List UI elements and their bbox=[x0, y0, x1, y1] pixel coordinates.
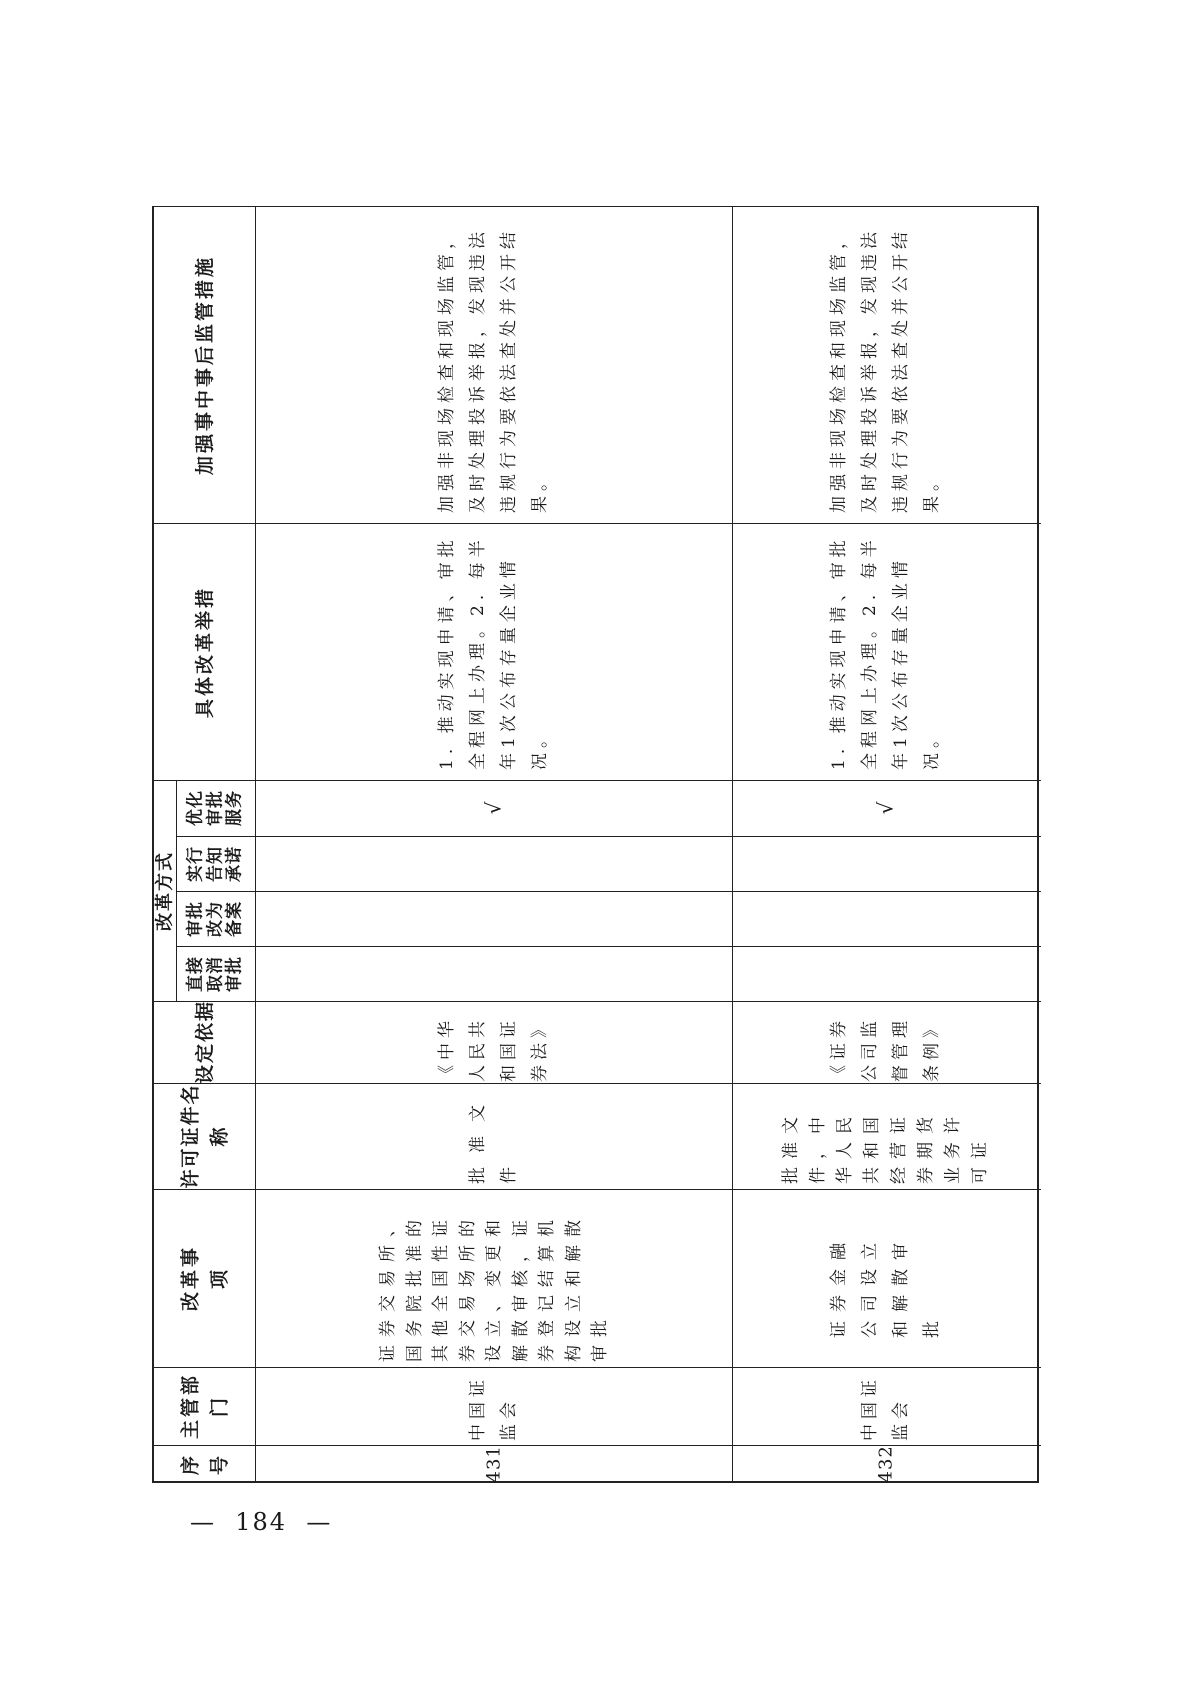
reform-table bbox=[152, 206, 1039, 1483]
row-431-license: 批准文件 bbox=[467, 1091, 519, 1184]
row-431-mode-notify bbox=[255, 836, 732, 891]
check-mark-icon: √ bbox=[873, 801, 898, 815]
header-mode-cancel: 直接取消审批 bbox=[185, 955, 245, 992]
header-item: 改革事项 bbox=[179, 1244, 230, 1311]
check-mark-icon: √ bbox=[481, 801, 506, 815]
row-432-license: 批准文件，中华人民共和国经营证券期货业务许可证 bbox=[780, 1109, 990, 1184]
row-431-supervision: 加强非现场检查和现场监管，及时处理投诉举报，发现违法违规行为要依法查处并公开结果。 bbox=[436, 227, 550, 513]
header-mode-notify: 实行告知承诺 bbox=[185, 845, 245, 882]
page-number: — 184 — bbox=[190, 1508, 333, 1536]
header-mode-filing: 审批改为备案 bbox=[185, 900, 245, 937]
row-432-basis: 《证券公司监督管理条例》 bbox=[828, 1016, 942, 1082]
header-measures: 具体改革举措 bbox=[193, 585, 216, 718]
row-432-seq: 432 bbox=[875, 1444, 896, 1482]
row-431-item: 证券交易所、国务院批准的其他全国性证券交易场所的设立、变更和解散审核，证券登记结算机构设立和解散审批 bbox=[377, 1212, 610, 1362]
header-license: 许可证件名称 bbox=[179, 1083, 230, 1189]
row-432-dept: 中国证监会 bbox=[859, 1375, 911, 1441]
header-basis: 设定依据 bbox=[193, 1000, 216, 1085]
row-431-basis: 《中华人民共和国证券法》 bbox=[436, 1016, 550, 1082]
header-seq: 序号 bbox=[179, 1452, 230, 1475]
row-431-seq: 431 bbox=[483, 1444, 504, 1482]
row-432-mode-filing bbox=[732, 891, 1039, 946]
row-431-mode-filing bbox=[255, 891, 732, 946]
row-432-mode-cancel bbox=[732, 946, 1039, 1001]
row-432-measures: 1. 推动实现申请、审批全程网上办理。2. 每半年1次公布存量企业情况。 bbox=[828, 534, 942, 770]
row-432-mode-optimize bbox=[732, 780, 1039, 836]
row-432-item: 证券金融公司设立和解散审批 bbox=[828, 1234, 942, 1338]
row-431-mode-cancel bbox=[255, 946, 732, 1001]
page-number-value: 184 bbox=[235, 1508, 288, 1536]
row-432-supervision: 加强非现场检查和现场监管，及时处理投诉举报，发现违法违规行为要依法查处并公开结果。 bbox=[828, 227, 942, 513]
header-mode-optimize: 优化审批服务 bbox=[185, 790, 245, 826]
row-431-mode-optimize bbox=[255, 780, 732, 836]
header-reform-mode: 改革方式 bbox=[154, 850, 176, 931]
row-431-dept: 中国证监会 bbox=[467, 1375, 519, 1441]
header-supervision: 加强事中事后监管措施 bbox=[193, 255, 216, 476]
row-431-measures: 1. 推动实现申请、审批全程网上办理。2. 每半年1次公布存量企业情况。 bbox=[436, 534, 550, 770]
header-dept: 主管部门 bbox=[179, 1372, 230, 1439]
row-432-mode-notify bbox=[732, 836, 1039, 891]
